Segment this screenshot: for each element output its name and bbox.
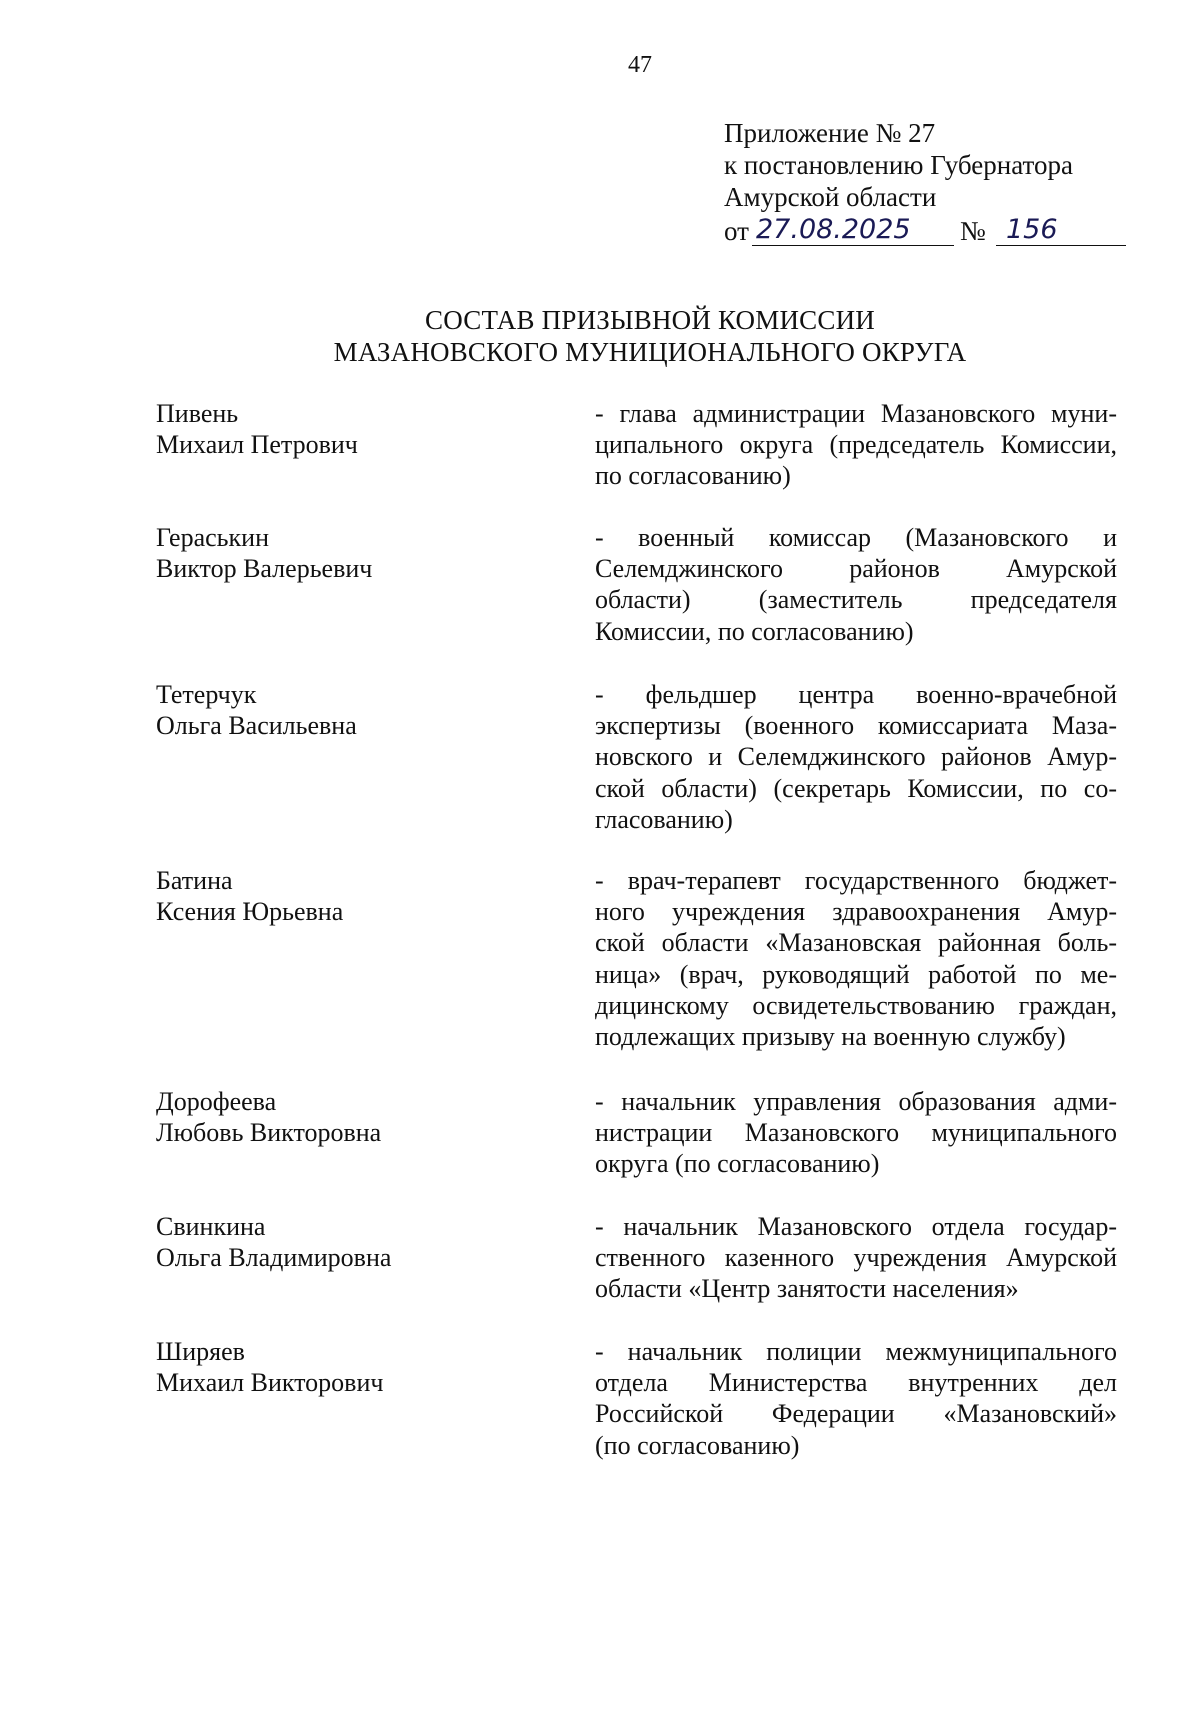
handwritten-date: 27.08.2025 bbox=[752, 215, 954, 246]
member-name bbox=[156, 679, 576, 741]
role-line: гласованию) bbox=[595, 804, 733, 834]
role-line: - начальник Мазановского отдела государ- bbox=[595, 1212, 1117, 1241]
role-line: новского и Селемджинского районов Амур- bbox=[595, 742, 1117, 772]
member-surname: Свинкина bbox=[156, 1212, 266, 1241]
member-role bbox=[595, 522, 1117, 647]
member-name bbox=[156, 398, 576, 460]
member-name bbox=[156, 1336, 576, 1398]
member-given-name: Михаил Петрович bbox=[156, 430, 358, 459]
member-surname: Батина bbox=[156, 866, 233, 895]
date-label: от bbox=[724, 216, 749, 246]
role-line: - военный комиссар (Мазановского и bbox=[595, 523, 1117, 552]
member-role bbox=[595, 1211, 1117, 1305]
role-line: по согласованию) bbox=[595, 461, 791, 491]
role-line: Российской Федерации «Мазановский» bbox=[595, 1399, 1117, 1429]
title-line-1: СОСТАВ ПРИЗЫВНОЙ КОМИССИИ bbox=[425, 305, 875, 335]
role-line: Комиссии, по согласованию) bbox=[595, 616, 914, 646]
number-label: № bbox=[960, 216, 986, 246]
member-surname: Ширяев bbox=[156, 1337, 245, 1366]
role-line: ственного казенного учреждения Амурской bbox=[595, 1243, 1117, 1273]
appendix-line-3: Амурской области bbox=[724, 182, 937, 212]
role-line: - начальник полиции межмуниципального bbox=[595, 1337, 1117, 1366]
member-role bbox=[595, 679, 1117, 835]
member-name bbox=[156, 522, 576, 584]
role-line: экспертизы (военного комиссариата Маза- bbox=[595, 711, 1117, 741]
title-line-2: МАЗАНОВСКОГО МУНИЦИОНАЛЬНОГО ОКРУГА bbox=[333, 337, 967, 367]
role-line: - начальник управления образования адми- bbox=[595, 1087, 1117, 1116]
role-line: подлежащих призыву на военную службу) bbox=[595, 1022, 1066, 1052]
appendix-line-1: Приложение № 27 bbox=[724, 118, 936, 148]
role-line: - фельдшер центра военно-врачебной bbox=[595, 680, 1117, 709]
role-line: нистрации Мазановского муниципального bbox=[595, 1118, 1117, 1148]
role-line: Селемджинского районов Амурской bbox=[595, 554, 1117, 584]
role-line: ница» (врач, руководящий работой по ме- bbox=[595, 959, 1117, 989]
role-line: - врач-терапевт государственного бюджет- bbox=[595, 866, 1117, 895]
member-name bbox=[156, 1086, 576, 1148]
role-line: ципального округа (председатель Комиссии, bbox=[595, 430, 1117, 460]
appendix-block bbox=[724, 117, 1073, 249]
member-given-name: Михаил Викторович bbox=[156, 1368, 384, 1397]
member-surname: Тетерчук bbox=[156, 680, 257, 709]
member-surname: Дорофеева bbox=[156, 1087, 277, 1116]
role-line: ного учреждения здравоохранения Амур- bbox=[595, 897, 1117, 927]
role-line: округа (по согласованию) bbox=[595, 1149, 880, 1179]
document-title bbox=[0, 304, 1200, 368]
member-name bbox=[156, 1211, 576, 1273]
role-line: области «Центр занятости населения» bbox=[595, 1274, 1019, 1304]
role-line: области) (заместитель председателя bbox=[595, 585, 1117, 615]
handwritten-number: 156 bbox=[996, 215, 1126, 246]
role-line: отдела Министерства внутренних дел bbox=[595, 1368, 1117, 1398]
member-given-name: Ксения Юрьевна bbox=[156, 897, 344, 926]
member-surname: Пивень bbox=[156, 399, 239, 428]
role-line: ской области) (секретарь Комиссии, по со- bbox=[595, 773, 1117, 803]
member-name bbox=[156, 865, 576, 927]
appendix-line-2: к постановлению Губернатора bbox=[724, 150, 1073, 180]
role-line: дицинскому освидетельствованию граждан, bbox=[595, 990, 1117, 1020]
member-role bbox=[595, 1336, 1117, 1461]
member-given-name: Любовь Викторовна bbox=[156, 1118, 382, 1147]
member-given-name: Виктор Валерьевич bbox=[156, 554, 373, 583]
date-number-line bbox=[724, 215, 1073, 249]
member-role bbox=[595, 1086, 1117, 1180]
member-given-name: Ольга Васильевна bbox=[156, 711, 357, 740]
role-line: ской области «Мазановская районная боль- bbox=[595, 928, 1117, 958]
member-role bbox=[595, 865, 1117, 1052]
role-line: (по согласованию) bbox=[595, 1430, 800, 1460]
member-role bbox=[595, 398, 1117, 492]
member-given-name: Ольга Владимировна bbox=[156, 1243, 392, 1272]
page-number: 47 bbox=[628, 52, 652, 78]
role-line: - глава администрации Мазановского муни- bbox=[595, 399, 1117, 428]
member-surname: Гераськин bbox=[156, 523, 269, 552]
